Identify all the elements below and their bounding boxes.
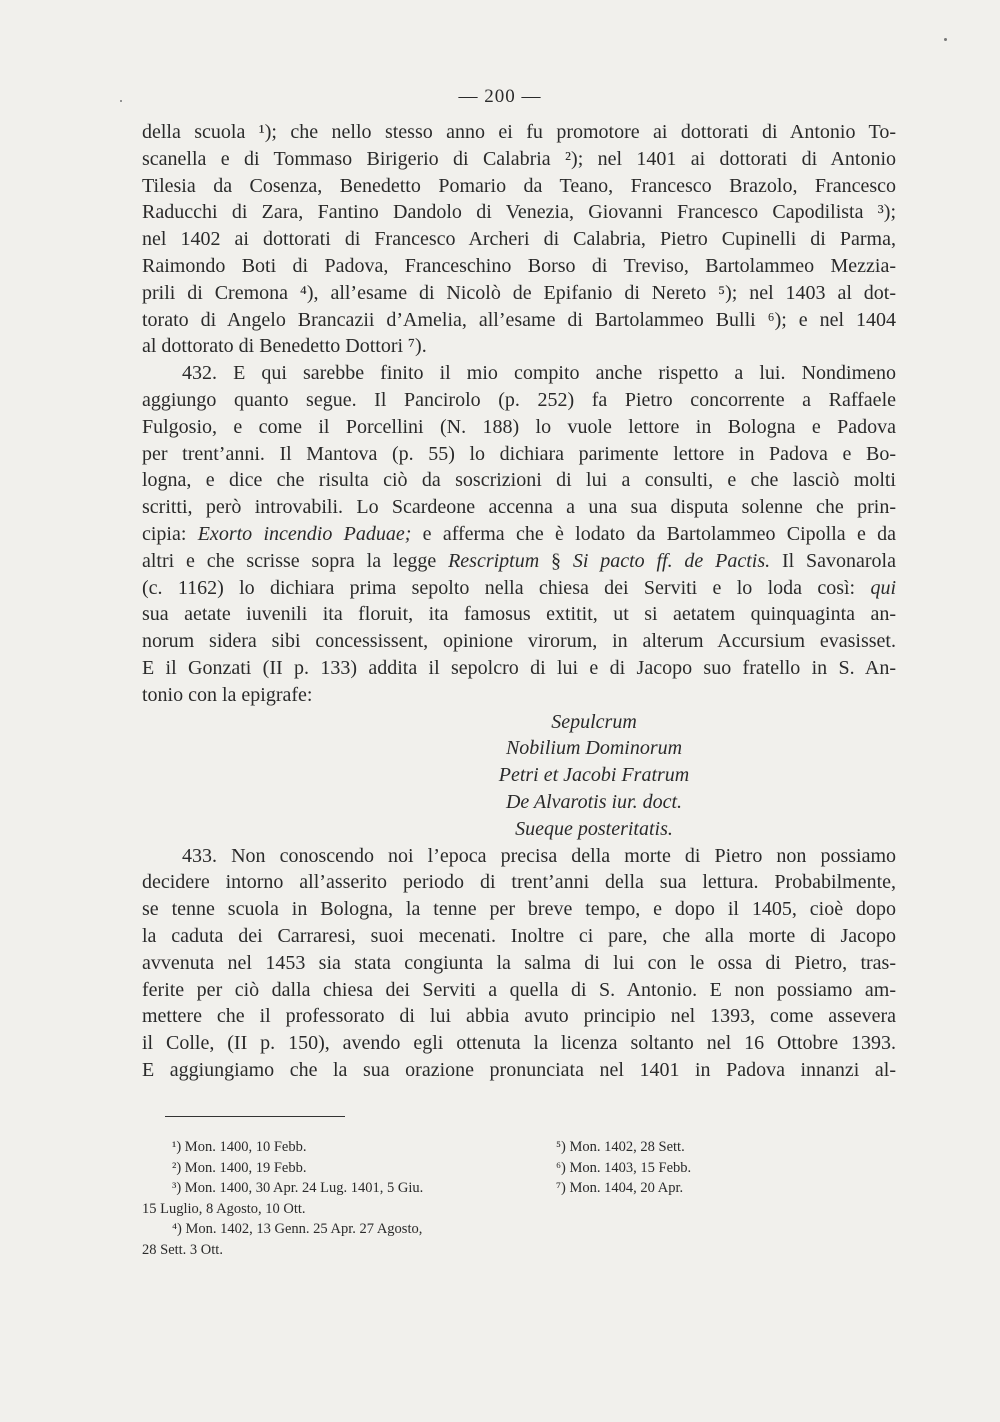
text-line: E aggiungiamo che la sua orazione pronunciata nel 1401 in Padova innanzi al- [142,1058,896,1081]
page-number: — 200 — [458,86,542,107]
text-line: prili di Cremona ⁴), all’esame di Nicolò de Epifanio di Nereto ⁵); nel 1403 al dot- [142,281,896,304]
italic-quote: Exorto incendio Paduae; [197,522,412,545]
text-run: altri e che scrisse sopra la legge [142,549,449,572]
text-line: scritti, però introvabili. Lo Scardeone accenna a una sua disputa solenne che prin- [142,496,896,519]
text-line-cipia [142,521,896,548]
epigraph-line: Petri et Jacobi Fratrum [498,764,690,787]
paragraph-433-start: 433. Non conoscendo noi l’epoca precisa della morte di Pietro non possiamo [182,844,896,867]
footnote: ⁴) Mon. 1402, 13 Genn. 25 Apr. 27 Agosto, [172,1221,423,1237]
footnotes-right [556,1137,856,1199]
text-line: il Colle, (II p. 150), avendo egli ottenuta la licenza soltanto nel 16 Ottobre 1393. [142,1032,896,1055]
text-line: nel 1402 ai dottorati di Francesco Archeri di Calabria, Pietro Cupinelli di Parma, [142,228,896,251]
text-line: Raimondo Boti di Padova, Franceschino Borso di Treviso, Bartolammeo Mezzia- [142,254,896,277]
text-line: aggiungo quanto segue. Il Pancirolo (p. 252) fa Pietro concorrente a Raffaele [142,388,896,411]
italic-title: Rescriptum [448,549,540,572]
footnotes-left [142,1137,522,1260]
footnote: ⁶) Mon. 1403, 15 Febb. [556,1159,692,1176]
italic-quote-line: norum sidera sibi concessissent, opinione virorum, in alterum Accursium evasisset. [142,630,896,653]
italic-title: Si pacto ff. de Pactis. [572,549,771,572]
footnote: ¹) Mon. 1400, 10 Febb. [172,1139,307,1155]
paper-speck [944,38,947,41]
text-line: torato di Angelo Brancazii d’Amelia, all’esame di Bartolammeo Bulli ⁶); e nel 1404 [142,308,896,331]
epigraph-line: De Alvarotis iur. doct. [505,790,683,813]
text-line: la caduta dei Carraresi, suoi mecenati. Inoltre ci pare, che alla morte di Jacopo [142,924,896,947]
epigraph-line: Nobilium Dominorum [505,737,683,760]
text-line: avvenuta nel 1453 sia stata congiunta la salma di lui con le ossa di Pietro, tras- [142,951,896,974]
section-sign: § [539,549,573,572]
footnote: ⁵) Mon. 1402, 28 Sett. [556,1139,685,1155]
text-line: per trent’anni. Il Mantova (p. 55) lo dichiara parimente lettore in Padova e Bo- [142,442,896,465]
text-line: logna, e dice che risulta ciò da soscrizioni di lui a consulti, e che lasciò molti [142,469,896,492]
italic-quote-line: sua aetate iuvenili ita floruit, ita famosus extitit, ut si aetatem quinquaginta an- [142,603,896,626]
text-line: Raducchi di Zara, Fantino Dandolo di Venezia, Giovanni Francesco Capodilista ³); [142,201,896,224]
epigraph-line: Sueque posteritatis. [515,817,673,840]
text-line-c1162 [142,575,896,602]
epigraph-line: Sepulcrum [551,710,637,733]
text-run: Il Savonarola [770,549,896,572]
text-line: tonio con la epigrafe: [142,683,313,706]
text-line: della scuola ¹); che nello stesso anno ei fu promotore ai dottorati di Antonio To- [142,121,896,143]
text-line: ferite per ciò dalla chiesa dei Serviti a quella di S. Antonio. E non possiamo am- [142,978,896,1001]
text-run: cipia: [142,522,198,545]
text-line: al dottorato di Benedetto Dottori ⁷). [142,335,427,358]
text-line-altri [142,548,896,575]
footnote-divider [165,1116,345,1117]
footnote-continuation: 28 Sett. 3 Ott. [142,1241,223,1258]
text-line: se tenne scuola in Bologna, la tenne per breve tempo, e dopo il 1405, cioè dopo [142,898,896,921]
footnote: ⁷) Mon. 1404, 20 Apr. [556,1180,684,1196]
paragraph-432-start: 432. E qui sarebbe finito il mio compito anche rispetto a lui. Nondimeno [182,362,896,385]
text-line: scanella e di Tommaso Birigerio di Calabria ²); nel 1401 ai dottorati di Antonio [142,147,896,170]
text-line: Tilesia da Cosenza, Benedetto Pomario da Teano, Francesco Brazolo, Francesco [142,174,896,197]
footnote-continuation: 15 Luglio, 8 Agosto, 10 Ott. [142,1200,306,1217]
text-line: mettere che il professorato di lui abbia avuto principio nel 1393, come assevera [142,1005,896,1028]
italic-quote: qui [870,576,896,599]
text-line: decidere intorno all’asserito periodo di trent’anni della sua lettura. Probabilmente, [142,871,896,894]
body-text [142,119,896,1084]
footnote: ³) Mon. 1400, 30 Apr. 24 Lug. 1401, 5 Giu. [172,1180,424,1196]
footnote: ²) Mon. 1400, 19 Febb. [172,1159,307,1176]
text-run: e afferma che è lodato da Bartolammeo Cipolla e da [411,522,896,545]
text-line: Fulgosio, e come il Porcellini (N. 188) lo vuole lettore in Bologna e Padova [142,415,896,438]
text-run: (c. 1162) lo dichiara prima sepolto nella chiesa dei Serviti e lo loda così: [142,576,871,599]
text-line: E il Gonzati (II p. 133) addita il sepolcro di lui e di Jacopo suo fratello in S. An- [142,656,896,679]
paper-speck [120,100,122,102]
